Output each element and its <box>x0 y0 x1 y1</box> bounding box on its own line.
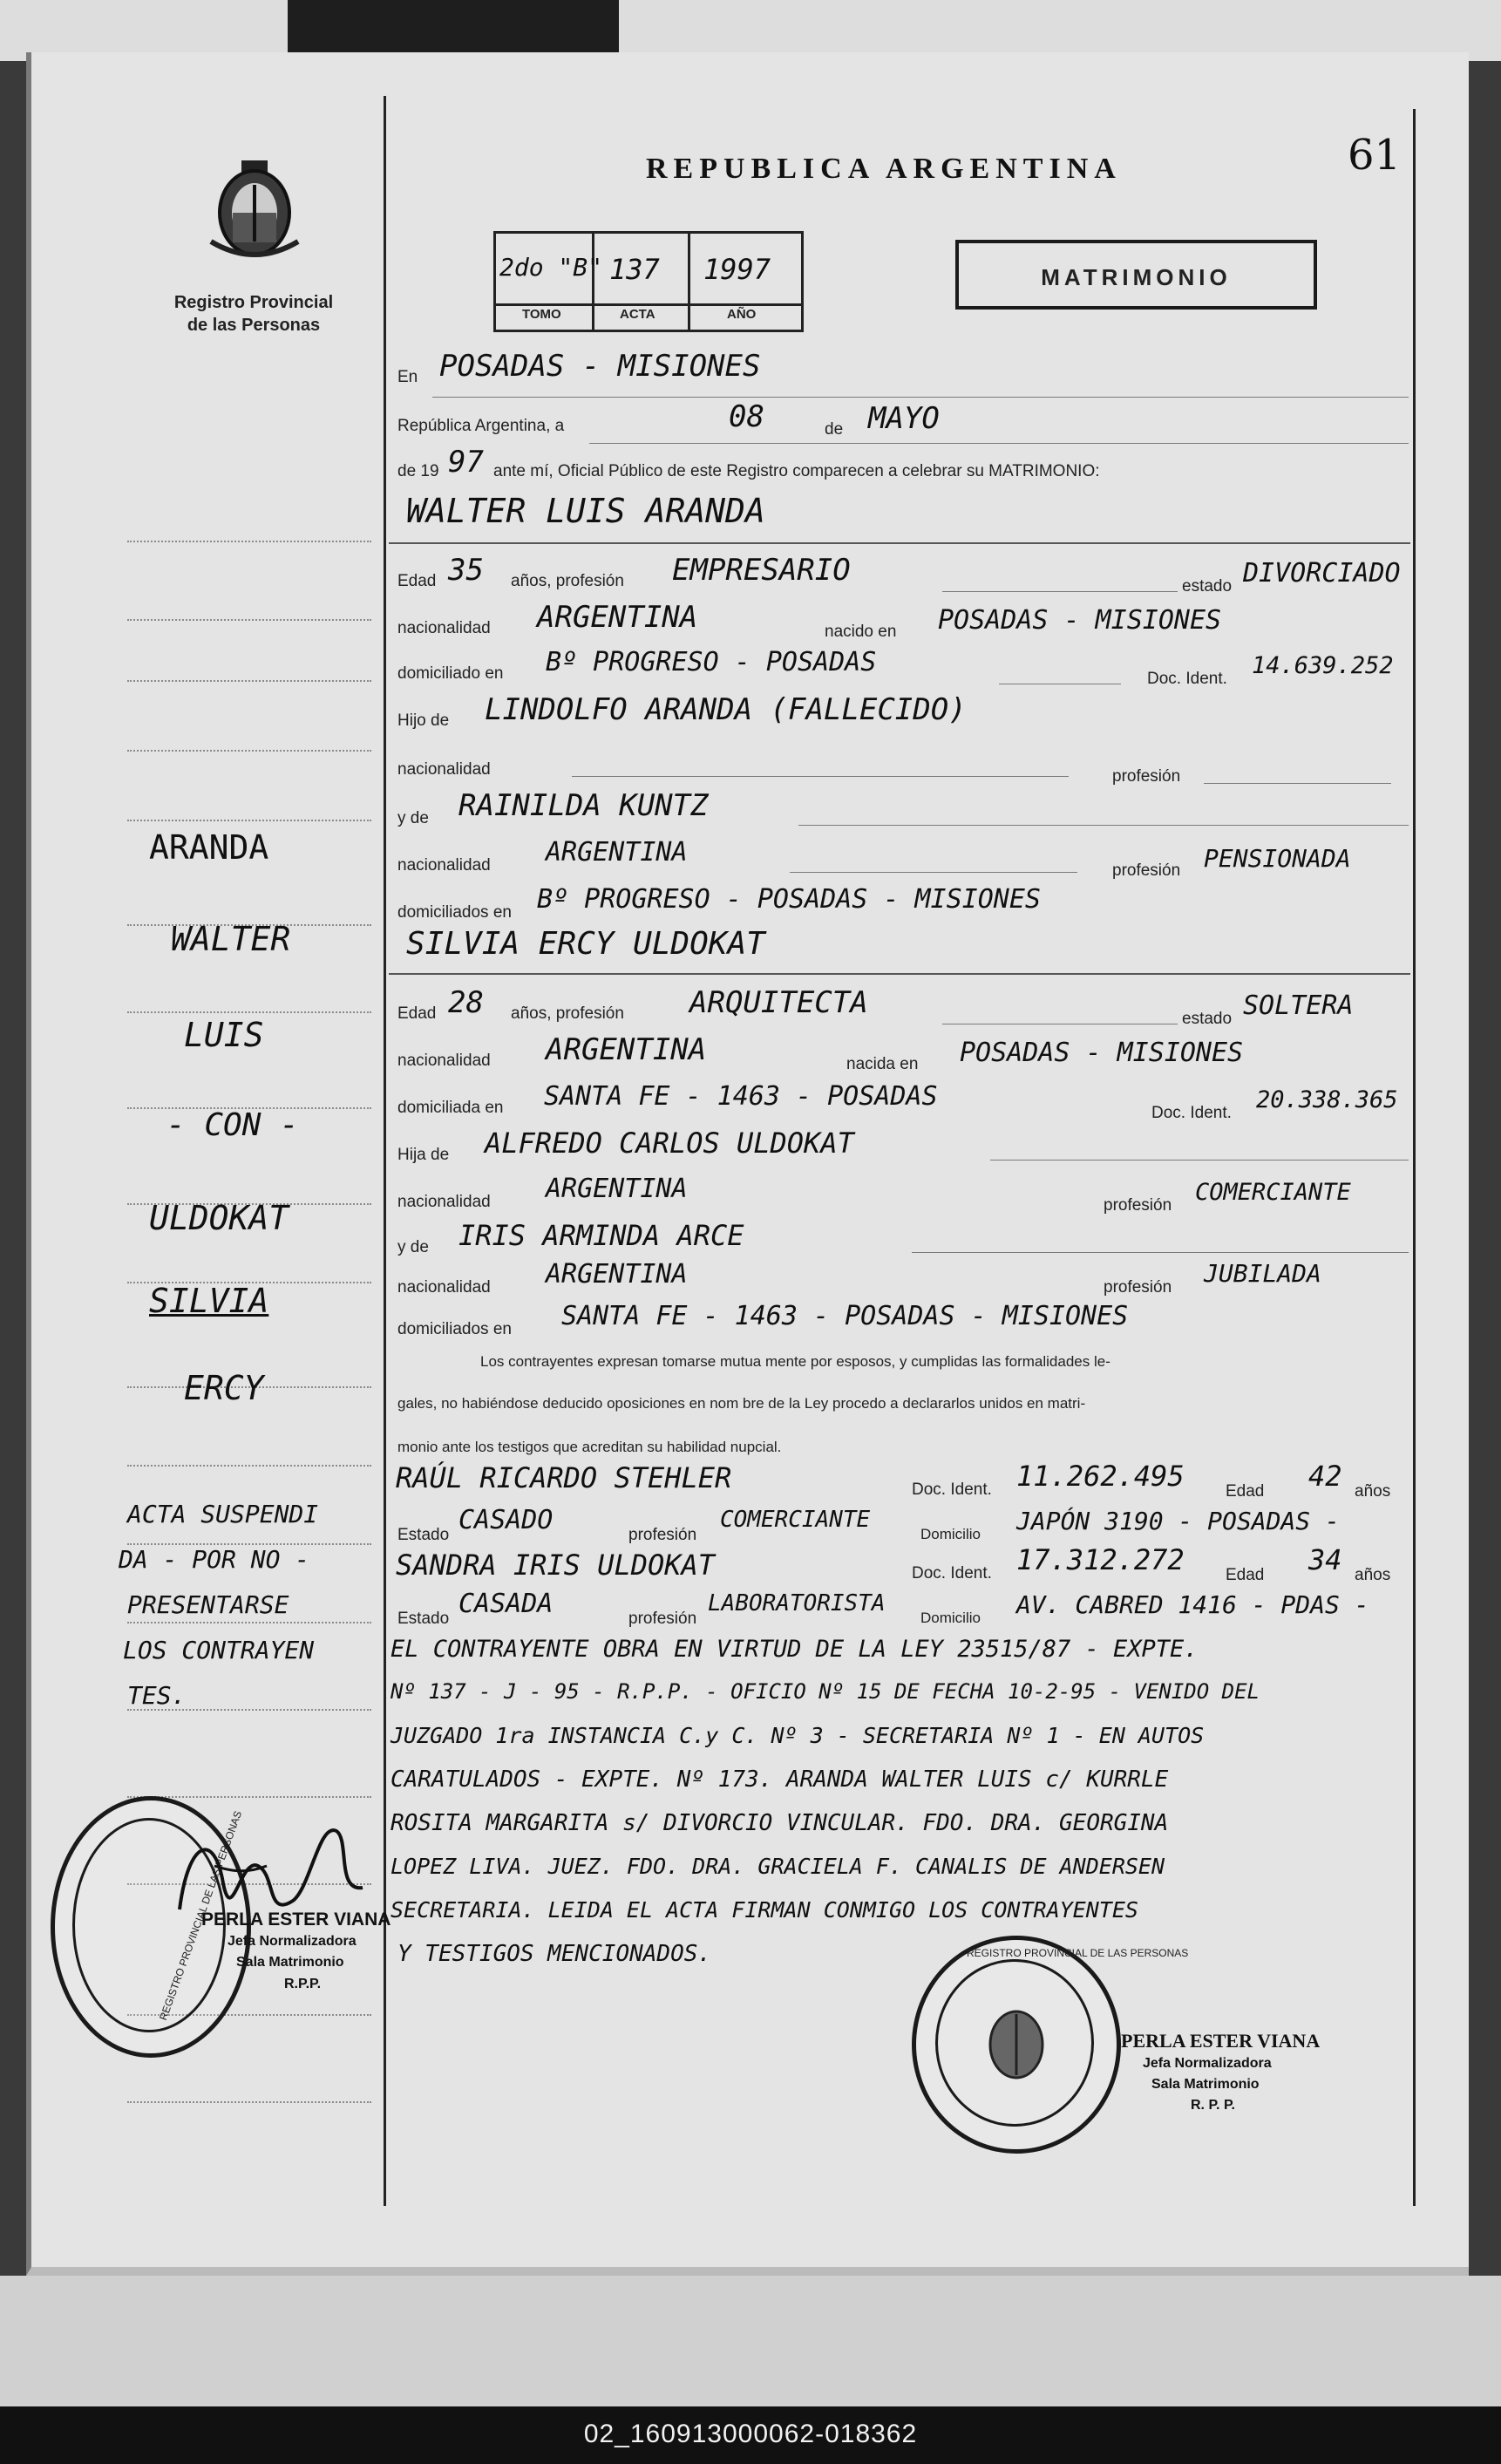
bride-name: SILVIA ERCY ULDOKAT <box>406 926 765 962</box>
witness2-address: AV. CABRED 1416 - PDAS - <box>1016 1590 1369 1619</box>
groom-father-nac-label: nacionalidad <box>397 760 491 779</box>
register-box <box>493 231 804 332</box>
groom-name: WALTER LUIS ARANDA <box>406 492 765 530</box>
groom-mother-nationality: ARGENTINA <box>546 837 688 868</box>
groom-hijo-label: Hijo de <box>397 711 450 730</box>
bride-father: ALFREDO CARLOS ULDOKAT <box>485 1126 854 1160</box>
bride-father-nationality: ARGENTINA <box>546 1174 688 1204</box>
groom-mother-prof-label: profesión <box>1112 861 1181 880</box>
page-number: 61 <box>1348 131 1402 180</box>
bride-hija-label: Hija de <box>397 1146 450 1164</box>
margin-name-7: ERCY <box>184 1369 264 1407</box>
declaration-line3: monio ante los testigos que acreditan su habilidad nupcial. <box>397 1439 782 1455</box>
witness2-name: SANDRA IRIS ULDOKAT <box>396 1549 716 1582</box>
anio-label: AÑO <box>727 307 757 322</box>
tomo-value: 2do "B" <box>499 253 603 282</box>
stamp-right-title: Jefa Normalizadora <box>1143 2056 1272 2071</box>
republica-label: República Argentina, a <box>397 417 565 435</box>
en-label: En <box>397 368 418 386</box>
groom-edad-label: Edad <box>397 572 437 590</box>
stamp-left-org: R.P.P. <box>284 1977 322 1991</box>
notes-line5: ROSITA MARGARITA s/ DIVORCIO VINCULAR. FDO. DRA. GEORGINA <box>391 1810 1169 1836</box>
preamble-text: ante mí, Oficial Público de este Registro comparecen a celebrar su MATRIMONIO: <box>493 462 1100 480</box>
witness2-doc-label: Doc. Ident. <box>912 1564 992 1583</box>
year-value: 97 <box>448 445 484 480</box>
witness2-profesion-label: profesión <box>628 1610 697 1628</box>
margin-name-4: - CON - <box>166 1107 299 1143</box>
bride-doc: 20.338.365 <box>1256 1086 1398 1113</box>
margin-note-5: TES. <box>127 1681 187 1710</box>
bride-mother-nac-label: nacionalidad <box>397 1278 491 1297</box>
notes-line4: CARATULADOS - EXPTE. Nº 173. ARANDA WALTER LUIS c/ KURRLE <box>391 1766 1169 1793</box>
tomo-label: TOMO <box>522 307 561 322</box>
bride-profesion-label: años, profesión <box>511 1004 624 1023</box>
place-value: POSADAS - MISIONES <box>439 349 761 384</box>
groom-civil-status: DIVORCIADO <box>1243 558 1401 589</box>
bride-nationality: ARGENTINA <box>546 1032 707 1067</box>
stamp-left-office: Sala Matrimonio <box>236 1955 344 1970</box>
margin-name-3: LUIS <box>184 1016 264 1054</box>
declaration-line2: gales, no habiéndose deducido oposiciones en nom bre de la Ley procedo a declararlos unidos en matri- <box>397 1395 1086 1412</box>
stamp-right-org: R. P. P. <box>1191 2098 1235 2113</box>
document-page <box>26 52 1469 2276</box>
witness1-anos-label: años <box>1355 1482 1391 1501</box>
witness1-domicilio-label: Domicilio <box>920 1526 981 1542</box>
groom-parents-dom-label: domiciliados en <box>397 903 512 922</box>
registry-name-line2: de las Personas <box>187 316 321 335</box>
margin-note-4: LOS CONTRAYEN <box>123 1636 315 1664</box>
groom-doc: 14.639.252 <box>1252 652 1394 679</box>
notes-line1: EL CONTRAYENTE OBRA EN VIRTUD DE LA LEY 23515/87 - EXPTE. <box>391 1636 1199 1663</box>
right-rule <box>1413 109 1416 2206</box>
groom-profesion-label: años, profesión <box>511 572 624 590</box>
stamp-right-name: PERLA ESTER VIANA <box>1121 2030 1321 2052</box>
notes-line6: LOPEZ LIVA. JUEZ. FDO. DRA. GRACIELA F. CANALIS DE ANDERSEN <box>391 1854 1165 1879</box>
bride-profession: ARQUITECTA <box>689 985 868 1020</box>
bride-edad-label: Edad <box>397 1004 437 1023</box>
bride-birthplace: POSADAS - MISIONES <box>960 1038 1244 1068</box>
bride-dom-label: domiciliada en <box>397 1099 504 1117</box>
footer-caption: 02_160913000062-018362 <box>583 2420 918 2448</box>
margin-name-1: ARANDA <box>149 828 269 867</box>
witness1-edad-label: Edad <box>1226 1482 1265 1501</box>
stamp-right-office: Sala Matrimonio <box>1151 2077 1260 2092</box>
groom-parents-address: Bº PROGRESO - POSADAS - MISIONES <box>537 884 1041 915</box>
witness1-address: JAPÓN 3190 - POSADAS - <box>1016 1507 1340 1535</box>
groom-mother: RAINILDA KUNTZ <box>458 788 709 823</box>
stamp-left-name: PERLA ESTER VIANA <box>201 1909 391 1930</box>
witness2-edad-label: Edad <box>1226 1566 1265 1584</box>
left-seal-text: REGISTRO PROVINCIAL DE LAS PERSONAS <box>157 1809 245 2022</box>
de19-label: de 19 <box>397 462 439 480</box>
groom-age: 35 <box>448 553 484 588</box>
bride-mother: IRIS ARMINDA ARCE <box>458 1219 744 1252</box>
witness1-profesion-label: profesión <box>628 1526 697 1544</box>
groom-mother-profession: PENSIONADA <box>1204 844 1351 873</box>
bride-parents-address: SANTA FE - 1463 - POSADAS - MISIONES <box>561 1301 1129 1331</box>
day-value: 08 <box>729 399 764 434</box>
groom-nac-label: nacionalidad <box>397 619 491 637</box>
declaration-line1: Los contrayentes expresan tomarse mutua mente por esposos, y cumplidas las formalidades le- <box>480 1353 1110 1370</box>
bride-nac-label: nacionalidad <box>397 1052 491 1070</box>
groom-doc-label: Doc. Ident. <box>1147 670 1227 688</box>
bride-father-profession: COMERCIANTE <box>1195 1179 1351 1206</box>
bride-mother-nationality: ARGENTINA <box>546 1259 688 1290</box>
groom-birthplace: POSADAS - MISIONES <box>938 605 1222 636</box>
anio-value: 1997 <box>703 253 771 286</box>
bride-age: 28 <box>448 985 484 1020</box>
notes-line8: Y TESTIGOS MENCIONADOS. <box>397 1941 712 1967</box>
bride-nacida-label: nacida en <box>846 1055 919 1073</box>
bride-estado-label: estado <box>1182 1010 1233 1028</box>
witness2-estado-label: Estado <box>397 1610 450 1628</box>
bride-address: SANTA FE - 1463 - POSADAS <box>544 1081 938 1112</box>
groom-yde-label: y de <box>397 809 429 827</box>
margin-note-3: PRESENTARSE <box>127 1590 289 1619</box>
groom-profession: EMPRESARIO <box>672 553 851 588</box>
right-seal-text: REGISTRO PROVINCIAL DE LAS PERSONAS <box>967 1947 1189 1959</box>
bride-mother-profession: JUBILADA <box>1204 1259 1321 1288</box>
witness2-domicilio-label: Domicilio <box>920 1610 981 1626</box>
witness2-profession: LABORATORISTA <box>708 1590 886 1617</box>
groom-estado-label: estado <box>1182 577 1233 596</box>
record-type-box <box>955 240 1317 310</box>
stamp-left-title: Jefa Normalizadora <box>228 1934 357 1949</box>
bride-father-nac-label: nacionalidad <box>397 1193 491 1211</box>
acta-label: ACTA <box>620 307 655 322</box>
groom-father: LINDOLFO ARANDA (FALLECIDO) <box>485 692 967 727</box>
bride-mother-prof-label: profesión <box>1104 1278 1172 1297</box>
notes-line3: JUZGADO 1ra INSTANCIA C.y C. Nº 3 - SECRETARIA Nº 1 - EN AUTOS <box>391 1723 1205 1748</box>
margin-note-2: DA - POR NO - <box>119 1545 310 1574</box>
groom-address: Bº PROGRESO - POSADAS <box>546 647 877 677</box>
witness1-doc-label: Doc. Ident. <box>912 1480 992 1499</box>
witness1-civil-status: CASADO <box>458 1505 554 1535</box>
groom-mother-nac-label: nacionalidad <box>397 856 491 875</box>
margin-name-5: ULDOKAT <box>149 1199 289 1237</box>
de-label: de <box>825 420 844 439</box>
bride-civil-status: SOLTERA <box>1243 990 1354 1021</box>
bride-doc-label: Doc. Ident. <box>1151 1104 1232 1122</box>
groom-nacido-label: nacido en <box>825 623 897 641</box>
groom-dom-label: domiciliado en <box>397 664 504 683</box>
country-title: REPUBLICA ARGENTINA <box>646 153 1122 185</box>
bride-parents-dom-label: domiciliados en <box>397 1320 512 1338</box>
registry-name-line1: Registro Provincial <box>173 293 334 312</box>
right-seal-emblem-icon <box>977 2001 1056 2088</box>
acta-value: 137 <box>609 253 660 286</box>
witness1-estado-label: Estado <box>397 1526 450 1544</box>
notes-line2: Nº 137 - J - 95 - R.P.P. - OFICIO Nº 15 DE FECHA 10-2-95 - VENIDO DEL <box>391 1679 1260 1704</box>
binder-tab <box>288 0 619 52</box>
groom-father-prof-label: profesión <box>1112 767 1181 786</box>
groom-nationality: ARGENTINA <box>537 600 698 635</box>
witness1-name: RAÚL RICARDO STEHLER <box>396 1461 732 1494</box>
bride-yde-label: y de <box>397 1238 429 1256</box>
month-value: MAYO <box>868 401 940 436</box>
witness2-age: 34 <box>1308 1543 1342 1576</box>
coat-of-arms-icon <box>202 159 307 272</box>
record-type: MATRIMONIO <box>1041 264 1232 290</box>
witness1-profession: COMERCIANTE <box>720 1507 871 1533</box>
witness2-anos-label: años <box>1355 1566 1391 1584</box>
margin-note-1: ACTA SUSPENDI <box>127 1500 319 1528</box>
notes-line7: SECRETARIA. LEIDA EL ACTA FIRMAN CONMIGO LOS CONTRAYENTES <box>391 1897 1138 1923</box>
witness1-age: 42 <box>1308 1460 1342 1493</box>
right-seal <box>912 1936 1189 2154</box>
witness1-doc: 11.262.495 <box>1016 1460 1185 1493</box>
margin-name-2: WALTER <box>171 920 291 958</box>
witness2-doc: 17.312.272 <box>1016 1543 1185 1576</box>
margin-name-6: SILVIA <box>149 1282 269 1320</box>
witness2-civil-status: CASADA <box>458 1589 554 1619</box>
bride-father-prof-label: profesión <box>1104 1196 1172 1215</box>
